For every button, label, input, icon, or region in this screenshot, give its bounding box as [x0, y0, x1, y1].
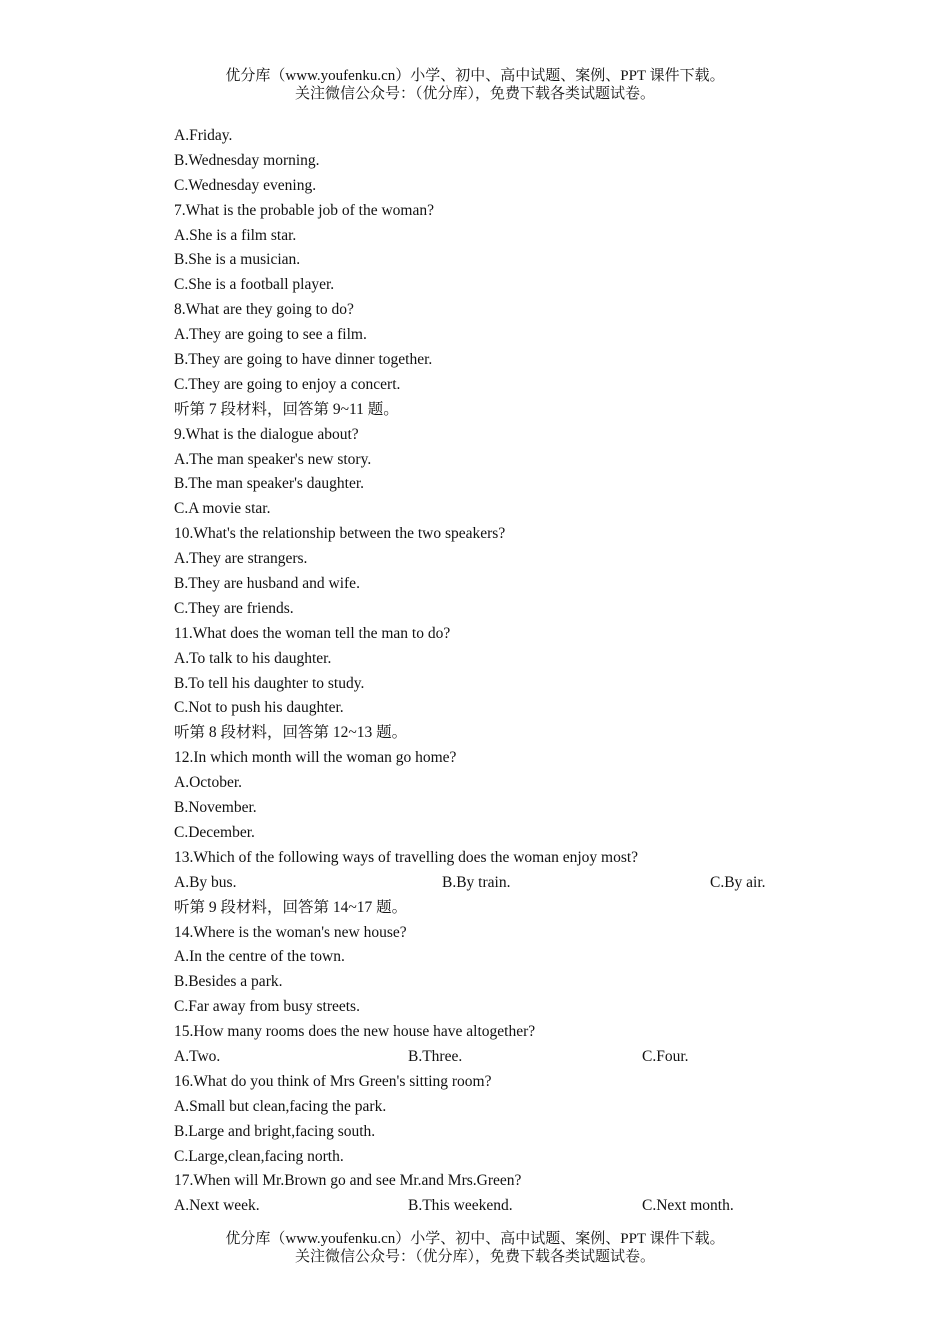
question-8: 8.What are they going to do?: [174, 301, 354, 319]
page-footer: [0, 1230, 950, 1266]
question-11: 11.What does the woman tell the man to do?: [174, 624, 451, 642]
page-header: [0, 67, 950, 103]
option-line: C.She is a football player.: [174, 276, 335, 294]
option-line: A.They are going to see a film.: [174, 326, 367, 344]
question-12: 12.In which month will the woman go home?: [174, 749, 457, 767]
option-line: B.She is a musician.: [174, 251, 301, 269]
option-line: C.Far away from busy streets.: [174, 998, 360, 1016]
question-17: 17.When will Mr.Brown go and see Mr.and Mrs.Green?: [174, 1172, 522, 1190]
option-line: C.A movie star.: [174, 500, 271, 518]
q15-option-c: C.Four.: [642, 1047, 689, 1065]
q17-option-a: A.Next week.: [174, 1197, 260, 1215]
question-14: 14.Where is the woman's new house?: [174, 923, 407, 941]
exam-content: [174, 124, 794, 1219]
q13-option-c: C.By air.: [710, 873, 766, 891]
option-line: A.They are strangers.: [174, 550, 308, 568]
option-line: C.Large,clean,facing north.: [174, 1147, 344, 1165]
q15-option-a: A.Two.: [174, 1047, 221, 1065]
header-line-2: 关注微信公众号：（优分库），免费下载各类试题试卷。: [294, 86, 655, 102]
option-line: B.Wednesday morning.: [174, 151, 320, 169]
option-line: C.Wednesday evening.: [174, 176, 317, 194]
section-instruction: 听第 9 段材料，回答第 14~17 题。: [174, 898, 408, 916]
question-10: 10.What's the relationship between the two speakers?: [174, 525, 506, 543]
option-line: B.Besides a park.: [174, 973, 283, 991]
question-9: 9.What is the dialogue about?: [174, 425, 359, 443]
q13-option-b: B.By train.: [442, 873, 511, 891]
option-line: A.October.: [174, 774, 243, 792]
option-line: A.In the centre of the town.: [174, 948, 345, 966]
option-line: C.December.: [174, 823, 255, 841]
q17-options-row: [174, 1194, 794, 1219]
q13-option-a: A.By bus.: [174, 873, 237, 891]
q17-option-b: B.This weekend.: [408, 1197, 513, 1215]
q15-option-b: B.Three.: [408, 1047, 463, 1065]
section-instruction: 听第 7 段材料，回答第 9~11 题。: [174, 400, 399, 418]
question-13: 13.Which of the following ways of travelling does the woman enjoy most?: [174, 848, 639, 866]
option-line: C.They are going to enjoy a concert.: [174, 375, 401, 393]
option-line: B.To tell his daughter to study.: [174, 674, 365, 692]
option-line: A.She is a film star.: [174, 226, 297, 244]
q17-option-c: C.Next month.: [642, 1197, 734, 1215]
option-line: A.To talk to his daughter.: [174, 649, 332, 667]
option-line: B.They are husband and wife.: [174, 575, 360, 593]
option-line: A.Friday.: [174, 127, 233, 144]
option-line: A.Small but clean,facing the park.: [174, 1097, 387, 1115]
question-16: 16.What do you think of Mrs Green's sitting room?: [174, 1072, 492, 1090]
q15-options-row: [174, 1045, 794, 1070]
footer-line-1: 优分库（www.youfenku.cn）小学、初中、高中试题、案例、PPT 课件下载。: [225, 1231, 725, 1247]
header-line-1: 优分库（www.youfenku.cn）小学、初中、高中试题、案例、PPT 课件下载。: [225, 68, 725, 84]
section-instruction: 听第 8 段材料，回答第 12~13 题。: [174, 724, 408, 742]
option-line: C.Not to push his daughter.: [174, 699, 344, 717]
option-line: B.The man speaker's daughter.: [174, 475, 365, 493]
q13-options-row: [174, 871, 794, 896]
option-line: A.The man speaker's new story.: [174, 450, 372, 468]
option-line: C.They are friends.: [174, 599, 294, 617]
option-line: B.They are going to have dinner together.: [174, 351, 433, 369]
option-line: B.November.: [174, 799, 257, 817]
question-7: 7.What is the probable job of the woman?: [174, 201, 434, 219]
option-line: B.Large and bright,facing south.: [174, 1122, 376, 1140]
question-15: 15.How many rooms does the new house have altogether?: [174, 1023, 536, 1041]
footer-line-2: 关注微信公众号：（优分库），免费下载各类试题试卷。: [294, 1249, 655, 1265]
